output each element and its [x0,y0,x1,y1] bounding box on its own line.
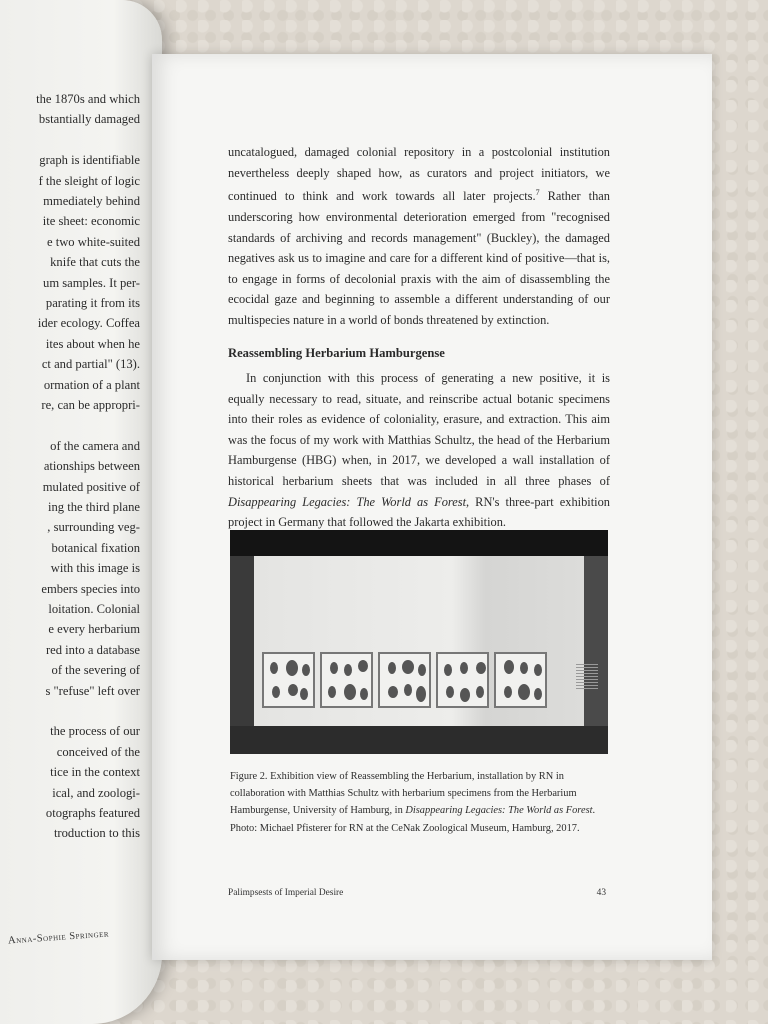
left-page-line: botanical fixation [51,540,140,555]
wall-text-placard [576,664,598,690]
page-number: 43 [596,888,606,898]
left-page-line: conceived of the [56,744,140,759]
left-page-line: ites about when he [45,336,140,351]
exhibition-photo [230,530,608,754]
paragraph-1: uncatalogued, damaged colonial repository in a postcolonial institution nevertheless deeply shaped how, as curators and project initiators, we continued to think and work towards all later projects.$^7$ Rather than underscoring how environmental deterioration emerged from "recognised standards of archiving and records management" (Buckley), the damaged negatives ask us to imagine and care for a different kind of positive—that is, to engage in forms of decolonial praxis with the aim of disassembling the ecocidal gaze and beginning to assemble a different understanding of our multispecies nature in a world of bonds threatened by extinction. [228,145,610,327]
herbarium-frame [436,652,489,708]
left-page-line: ationships between [43,459,140,474]
herbarium-frame [378,652,431,708]
left-page-line: of the severing of [51,663,140,678]
left-page [0,0,162,1024]
photo-ceiling [230,530,608,558]
left-page-line: bstantially damaged [38,112,140,127]
left-page-line: with this image is [50,561,140,576]
left-page-line: graph is identifiable [39,153,140,168]
left-page-line: ormation of a plant [43,377,140,392]
left-page-line: mulated positive of [42,479,140,494]
herbarium-frame [494,652,547,708]
left-page-line: e every herbarium [48,622,140,637]
left-page-line: um samples. It per- [43,275,140,290]
left-page-line: the 1870s and which [36,92,140,106]
body-text [228,142,610,533]
left-page-line: otographs featured [45,806,140,820]
left-page-line: s "refuse" left over [45,683,140,698]
left-page-line: f the sleight of logic [38,173,140,188]
left-page-line: re, can be appropri- [41,398,140,412]
left-page-line: ite sheet: economic [42,214,140,229]
left-page-line: loitation. Colonial [48,602,140,616]
photo-gallery-wall [254,556,584,732]
paragraph-2: In conjunction with this process of generating a new positive, it is equally necessary to read, situate, and reinscribe actual botanic specimens into their roles as evidence of coloniality, erasure, and extraction. This aim was the focus of my work with Matthias Schultz, the head of the Herbarium Hamburgense (HBG) when, in 2017, we developed a wall installation of historical herbarium sheets that was included in all three phases of Disappearing Legacies: The World as Forest, RN's three-part exhibition project in Germany that followed the Jakarta exhibition. [228,371,610,530]
footnote-mark: 7 [535,188,540,198]
left-page-line: troduction to this [53,826,140,841]
left-page-line: ider ecology. Coffea [37,316,140,331]
left-page-line: red into a database [45,642,140,657]
left-page-line: mmediately behind [43,194,140,208]
left-page-line: the process of our [50,724,140,739]
running-title: Palimpsests of Imperial Desire [228,888,344,898]
photo-floor [230,726,608,754]
left-page-line: ct and partial" (13). [41,357,140,372]
left-page-line: parating it from its [45,296,140,310]
left-page-line: tice in the context [50,765,140,780]
left-page-line: ing the third plane [48,500,140,514]
left-page-line: of the camera and [50,438,140,453]
left-page-line: ical, and zoologi- [52,785,140,800]
figure-caption: Figure 2. Exhibition view of Reassembling the Herbarium, installation by RN in collaboration with Matthias Schultz with herbarium specimens from the Herbarium Hamburgense, University of Hamburg, in Disappearing Legacies: The World as Forest. Photo: Michael Pfisterer for RN at the CeNak Zoological Museum, Hamburg, 2017. [230,771,596,834]
photo-side-wall-left [230,556,254,732]
herbarium-frame [262,652,315,708]
herbarium-frame [320,652,373,708]
left-page-footer-author: Anna-Sophie Springer [7,928,110,947]
photo-side-wall-right [584,556,608,732]
left-page-line: embers species into [41,581,140,596]
right-page [152,54,712,960]
left-page-line: , surrounding veg- [47,520,140,535]
left-page-line: e two white-suited [46,234,140,249]
section-heading: Reassembling Herbarium Hamburgense [228,346,445,361]
left-page-line: knife that cuts the [50,255,140,270]
